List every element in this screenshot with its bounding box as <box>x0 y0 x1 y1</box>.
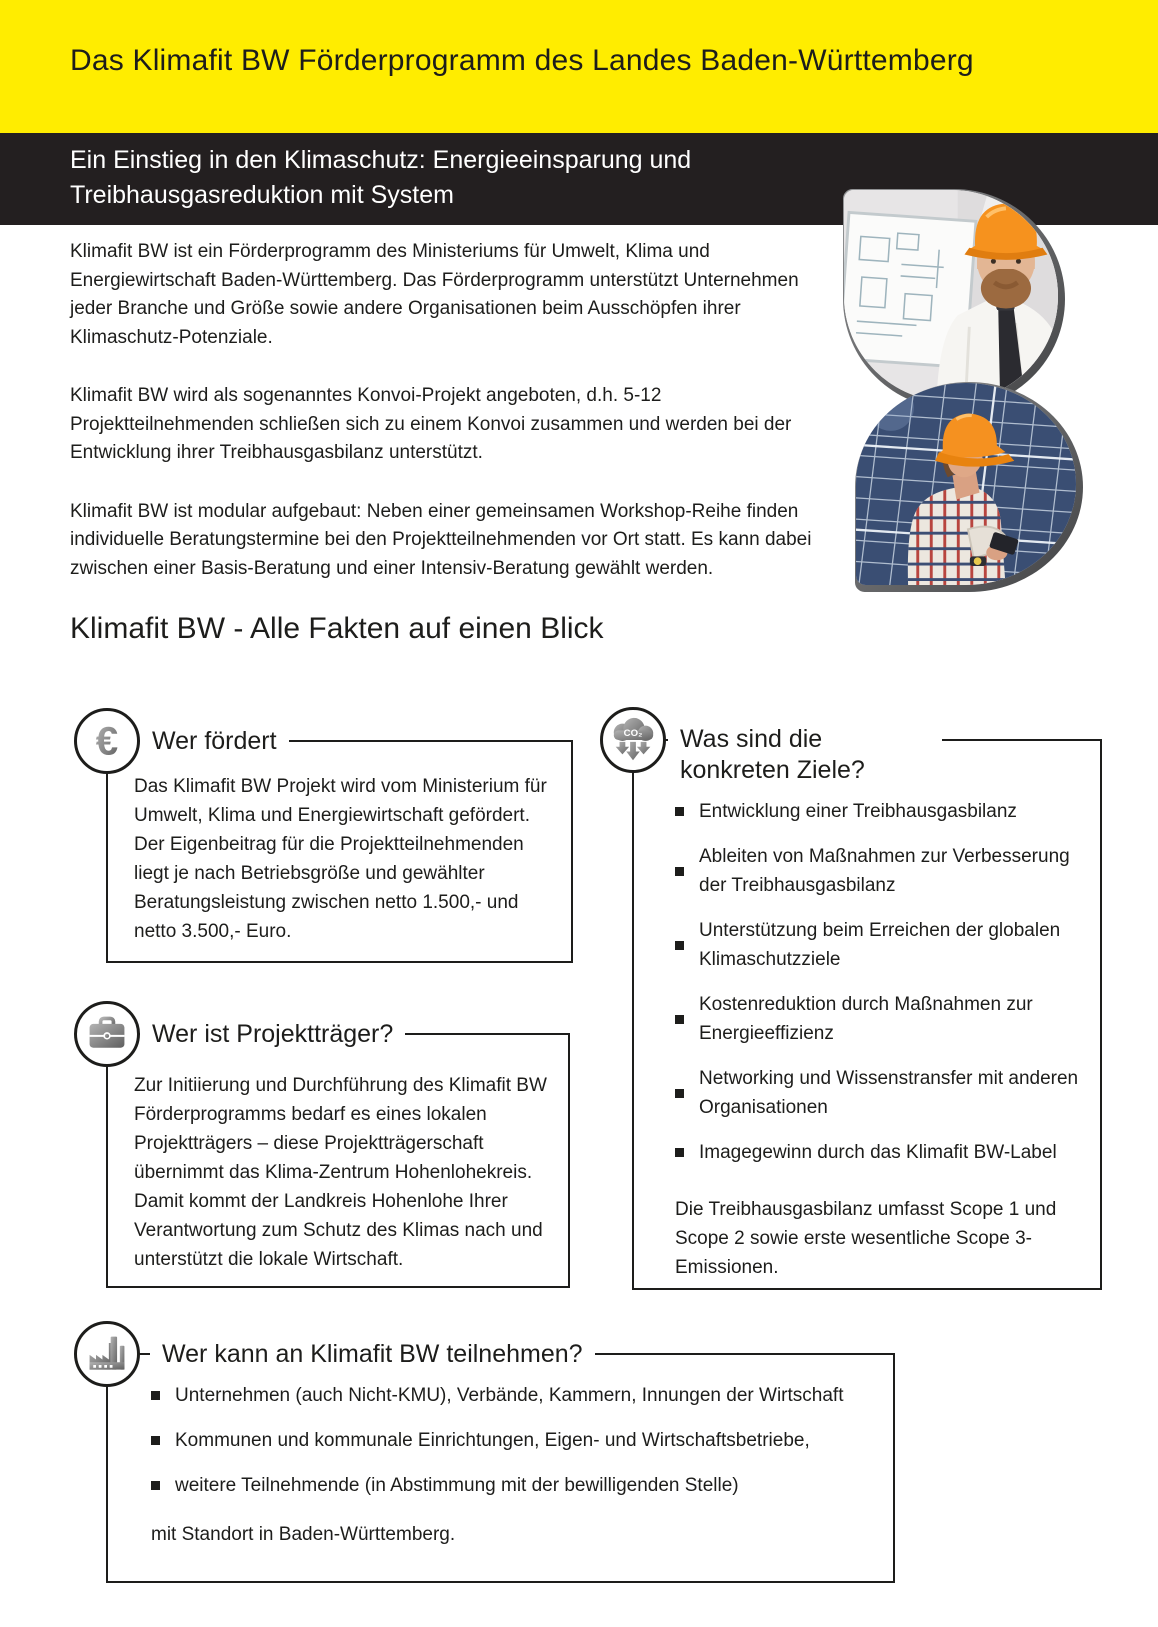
fact-title-participants: Wer kann an Klimafit BW teilnehmen? <box>150 1335 595 1373</box>
participants-item-text: weitere Teilnehmende (in Abstimmung mit der bewilligenden Stelle) <box>175 1475 739 1496</box>
fact-box-goals <box>623 725 1102 1290</box>
square-bullet-icon <box>675 1089 684 1098</box>
participants-list-item <box>151 1381 875 1410</box>
briefcase-icon <box>85 1012 129 1056</box>
intro-text <box>70 238 825 613</box>
goals-item-text: Networking und Wissenstransfer mit anderen Organisationen <box>699 1068 1079 1118</box>
euro-icon-circle <box>74 708 140 774</box>
square-bullet-icon <box>675 1015 684 1024</box>
solar-scene-illustration <box>856 383 1076 585</box>
page-title: Das Klimafit BW Förderprogramm des Landes Baden-Württemberg <box>70 44 974 77</box>
participants-item-text: Kommunen und kommunale Einrichtungen, Eigen- und Wirtschaftsbetriebe, <box>175 1430 810 1451</box>
header-band <box>0 0 1158 133</box>
intro-paragraph: Klimafit BW wird als sogenanntes Konvoi-Projekt angeboten, d.h. 5-12 Projektteilnehmenden schließen sich zu einem Konvoi zusammen und werden bei der Entwicklung ihrer Treibhausgasbilanz unterstützt. <box>70 385 792 463</box>
goals-item-text: Kostenreduktion durch Maßnahmen zur Energieeffizienz <box>699 994 1033 1044</box>
square-bullet-icon <box>675 867 684 876</box>
fact-title-goals: Was sind die konkreten Ziele? <box>668 724 942 786</box>
fact-box-funding <box>95 718 573 963</box>
goals-note: Die Treibhausgasbilanz umfasst Scope 1 und Scope 2 sowie erste wesentliche Scope 3-Emissionen. <box>675 1199 1057 1278</box>
photo-consultant-whiteboard-image <box>844 190 1058 402</box>
goals-item-text: Entwicklung einer Treibhausgasbilanz <box>699 801 1017 822</box>
factory-icon-circle <box>74 1321 140 1387</box>
square-bullet-icon <box>151 1481 160 1490</box>
factory-icon <box>85 1332 129 1376</box>
square-bullet-icon <box>675 1148 684 1157</box>
photo-solar-worker <box>855 382 1083 592</box>
fact-title-funding: Wer fördert <box>140 722 289 760</box>
goals-list-item <box>675 1138 1082 1167</box>
fact-box-carrier <box>106 1020 570 1288</box>
goals-list-item <box>675 842 1082 900</box>
fact-box-participants <box>106 1340 895 1583</box>
participants-footer: mit Standort in Baden-Württemberg. <box>151 1524 456 1545</box>
participants-item-text: Unternehmen (auch Nicht-KMU), Verbände, Kammern, Innungen der Wirtschaft <box>175 1385 844 1406</box>
square-bullet-icon <box>675 807 684 816</box>
svg-text:€: € <box>95 718 119 764</box>
subheader-title: Ein Einstieg in den Klimaschutz: Energieeinsparung und Treibhausgasreduktion mit System <box>70 146 692 209</box>
intro-paragraph: Klimafit BW ist modular aufgebaut: Neben einer gemeinsamen Workshop-Reihe finden individuelle Beratungstermine bei den Projektteilnehmenden vor Ort statt. Es kann dabei zwischen einer Basis-Beratung und einer Intensiv-Beratung gewählt werden. <box>70 500 812 579</box>
intro-paragraph: Klimafit BW ist ein Förderprogramm des Ministeriums für Umwelt, Klima und Energiewirtschaft Baden-Württemberg. Das Förderprogramm unterstützt Unternehmen jeder Branche und Größe sowie andere Organisationen beim Ausschöpfen ihrer Klimaschutz-Potenziale. <box>70 241 799 348</box>
goals-item-text: Unterstützung beim Erreichen der globalen Klimaschutzziele <box>699 920 1061 970</box>
fact-title-carrier: Wer ist Projektträger? <box>140 1015 405 1053</box>
photo-solar-worker-image <box>856 383 1076 585</box>
participants-list <box>151 1381 875 1500</box>
goals-list-item <box>675 990 1082 1048</box>
section-heading: Klimafit BW - Alle Fakten auf einen Blick <box>70 612 604 645</box>
co2-cloud-icon <box>608 716 658 764</box>
goals-item-text: Ableiten von Maßnahmen zur Verbesserung der Treibhausgasbilanz <box>699 846 1070 896</box>
whiteboard-scene-illustration <box>844 190 1058 402</box>
square-bullet-icon <box>151 1391 160 1400</box>
goals-list-item <box>675 1064 1082 1122</box>
briefcase-icon-circle <box>74 1001 140 1067</box>
goals-list-item <box>675 916 1082 974</box>
co2-icon-label: CO₂ <box>623 728 643 740</box>
fact-body-carrier: Zur Initiierung und Durchführung des Klimafit BW Förderprogramms bedarf es eines lokalen Projektträgers – diese Projektträgerschaft übernimmt das Klima-Zentrum Hohenlohekreis. Damit kommt der Landkreis Hohenlohe Ihrer Verantwortung zum Schutz des Klimas nach und unterstützt die lokale Wirtschaft. <box>134 1075 547 1270</box>
square-bullet-icon <box>675 941 684 950</box>
euro-icon <box>84 718 130 764</box>
goals-list <box>675 797 1082 1167</box>
goals-item-text: Imagegewinn durch das Klimafit BW-Label <box>699 1142 1057 1163</box>
participants-list-item <box>151 1471 875 1500</box>
fact-body-funding: Das Klimafit BW Projekt wird vom Ministerium für Umwelt, Klima und Energiewirtschaft gefördert. Der Eigenbeitrag für die Projektteilnehmenden liegt je nach Betriebsgröße und gewählter Beratungsleistung zwischen netto 1.500,- und netto 3.500,- Euro. <box>134 776 547 942</box>
goals-list-item <box>675 797 1082 826</box>
participants-list-item <box>151 1426 875 1455</box>
co2-cloud-icon-circle <box>600 707 666 773</box>
photo-consultant-whiteboard <box>843 189 1065 409</box>
square-bullet-icon <box>151 1436 160 1445</box>
